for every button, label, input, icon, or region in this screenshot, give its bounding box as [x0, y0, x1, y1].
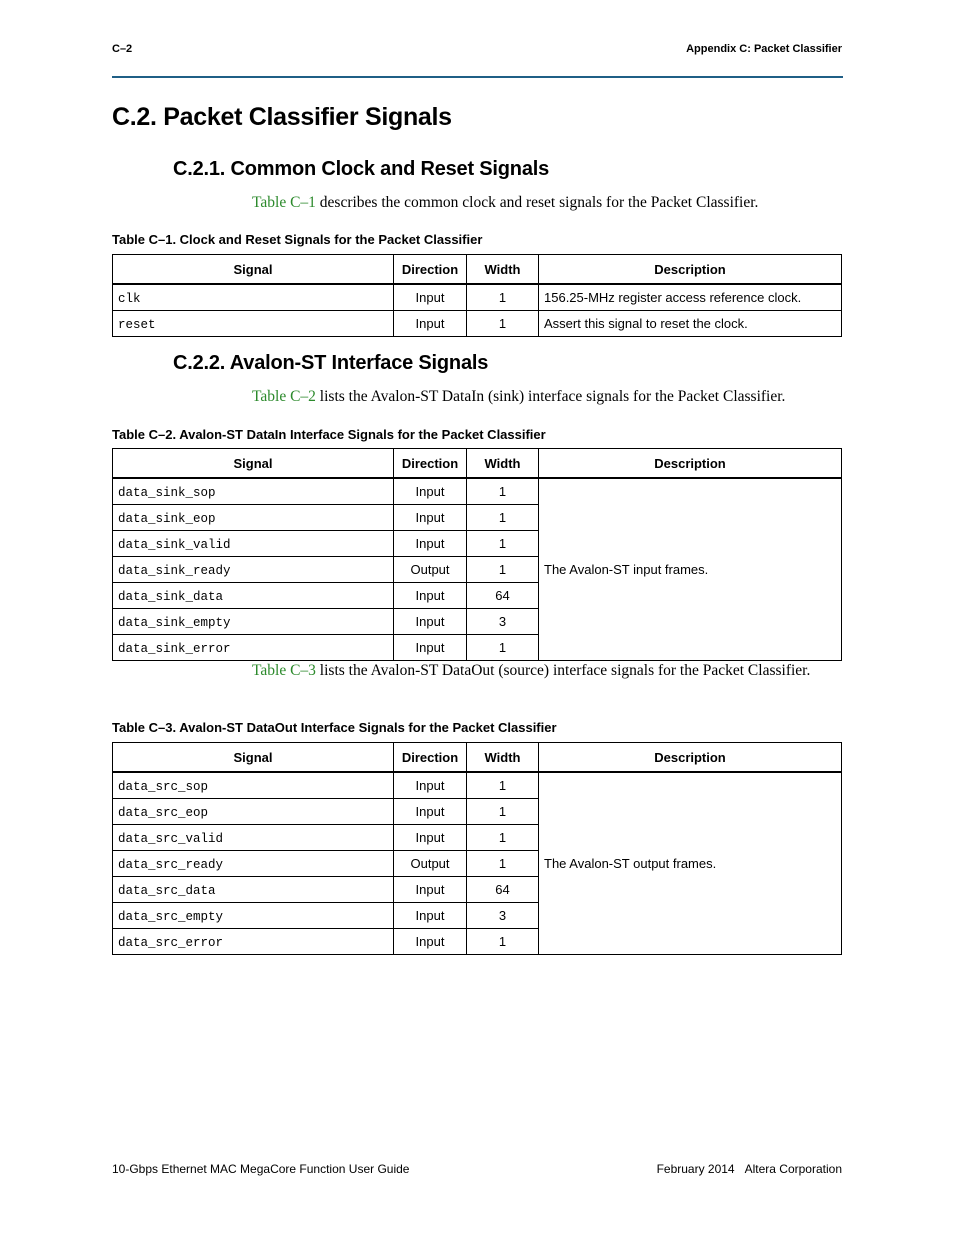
width-cell: 1	[467, 505, 539, 531]
description-cell: Assert this signal to reset the clock.	[539, 311, 842, 337]
column-header-signal: Signal	[113, 449, 394, 479]
signal-cell: reset	[113, 311, 394, 337]
chapter-title: Appendix C: Packet Classifier	[686, 43, 842, 55]
direction-cell: Input	[394, 877, 467, 903]
signal-cell: clk	[113, 284, 394, 311]
description-cell: The Avalon-ST input frames.	[539, 478, 842, 661]
signal-cell: data_sink_valid	[113, 531, 394, 557]
direction-cell: Input	[394, 825, 467, 851]
table-row	[113, 311, 842, 337]
paragraph-text: describes the common clock and reset signals for the Packet Classifier.	[315, 194, 759, 211]
description-cell: 156.25-MHz register access reference clock.	[539, 284, 842, 311]
signal-cell: data_sink_empty	[113, 609, 394, 635]
width-cell: 1	[467, 478, 539, 505]
width-cell: 64	[467, 583, 539, 609]
signal-cell: data_sink_ready	[113, 557, 394, 583]
subsection-heading-avalon-st: C.2.2. Avalon-ST Interface Signals	[173, 352, 489, 374]
width-cell: 1	[467, 772, 539, 799]
signal-cell: data_src_empty	[113, 903, 394, 929]
subsection-heading-clock-reset: C.2.1. Common Clock and Reset Signals	[173, 158, 550, 180]
paragraph-clock-reset	[252, 193, 842, 213]
direction-cell: Input	[394, 772, 467, 799]
signal-cell: data_sink_data	[113, 583, 394, 609]
width-cell: 1	[467, 929, 539, 955]
column-header-direction: Direction	[394, 743, 467, 773]
table-row	[113, 284, 842, 311]
signal-cell: data_src_ready	[113, 851, 394, 877]
direction-cell: Output	[394, 557, 467, 583]
paragraph-avalon-sink	[252, 387, 842, 407]
direction-cell: Input	[394, 929, 467, 955]
signal-cell: data_src_data	[113, 877, 394, 903]
direction-cell: Input	[394, 583, 467, 609]
signal-cell: data_src_error	[113, 929, 394, 955]
width-cell: 1	[467, 311, 539, 337]
width-cell: 1	[467, 284, 539, 311]
column-header-direction: Direction	[394, 449, 467, 479]
column-header-width: Width	[467, 743, 539, 773]
table-c1-link[interactable]: Table C–1	[252, 194, 316, 211]
direction-cell: Input	[394, 903, 467, 929]
table-row	[113, 478, 842, 505]
direction-cell: Input	[394, 505, 467, 531]
direction-cell: Output	[394, 851, 467, 877]
table-c1	[112, 254, 842, 337]
page-number: C–2	[112, 43, 133, 55]
column-header-direction: Direction	[394, 255, 467, 285]
column-header-description: Description	[539, 449, 842, 479]
column-header-width: Width	[467, 449, 539, 479]
direction-cell: Input	[394, 799, 467, 825]
column-header-signal: Signal	[113, 255, 394, 285]
signal-cell: data_src_eop	[113, 799, 394, 825]
section-heading: C.2. Packet Classifier Signals	[112, 103, 452, 131]
footer-date: February 2014	[656, 1162, 735, 1176]
table-c2	[112, 448, 842, 661]
direction-cell: Input	[394, 311, 467, 337]
signal-cell: data_sink_sop	[113, 478, 394, 505]
width-cell: 1	[467, 635, 539, 661]
table-row	[113, 772, 842, 799]
paragraph-text: lists the Avalon-ST DataOut (source) interface signals for the Packet Classifier.	[315, 662, 811, 679]
direction-cell: Input	[394, 478, 467, 505]
direction-cell: Input	[394, 635, 467, 661]
footer-company: Altera Corporation	[744, 1162, 842, 1176]
direction-cell: Input	[394, 531, 467, 557]
column-header-description: Description	[539, 743, 842, 773]
table-c3-caption: Table C–3. Avalon-ST DataOut Interface Signals for the Packet Classifier	[112, 720, 557, 735]
width-cell: 3	[467, 609, 539, 635]
signal-cell: data_src_sop	[113, 772, 394, 799]
table-c1-caption: Table C–1. Clock and Reset Signals for the Packet Classifier	[112, 232, 483, 247]
table-c3-link[interactable]: Table C–3	[252, 662, 316, 679]
width-cell: 1	[467, 825, 539, 851]
table-c2-caption: Table C–2. Avalon-ST DataIn Interface Signals for the Packet Classifier	[112, 427, 546, 442]
width-cell: 1	[467, 799, 539, 825]
column-header-description: Description	[539, 255, 842, 285]
width-cell: 64	[467, 877, 539, 903]
paragraph-avalon-source	[252, 661, 842, 681]
description-cell: The Avalon-ST output frames.	[539, 772, 842, 955]
signal-cell: data_sink_eop	[113, 505, 394, 531]
width-cell: 3	[467, 903, 539, 929]
width-cell: 1	[467, 557, 539, 583]
table-c2-link[interactable]: Table C–2	[252, 388, 316, 405]
table-c3	[112, 742, 842, 955]
width-cell: 1	[467, 531, 539, 557]
direction-cell: Input	[394, 609, 467, 635]
column-header-signal: Signal	[113, 743, 394, 773]
width-cell: 1	[467, 851, 539, 877]
signal-cell: data_sink_error	[113, 635, 394, 661]
header-rule	[112, 76, 843, 78]
paragraph-text: lists the Avalon-ST DataIn (sink) interface signals for the Packet Classifier.	[315, 388, 786, 405]
signal-cell: data_src_valid	[113, 825, 394, 851]
direction-cell: Input	[394, 284, 467, 311]
footer-document-title: 10-Gbps Ethernet MAC MegaCore Function User Guide	[112, 1162, 410, 1176]
column-header-width: Width	[467, 255, 539, 285]
footer-info	[657, 1162, 842, 1176]
